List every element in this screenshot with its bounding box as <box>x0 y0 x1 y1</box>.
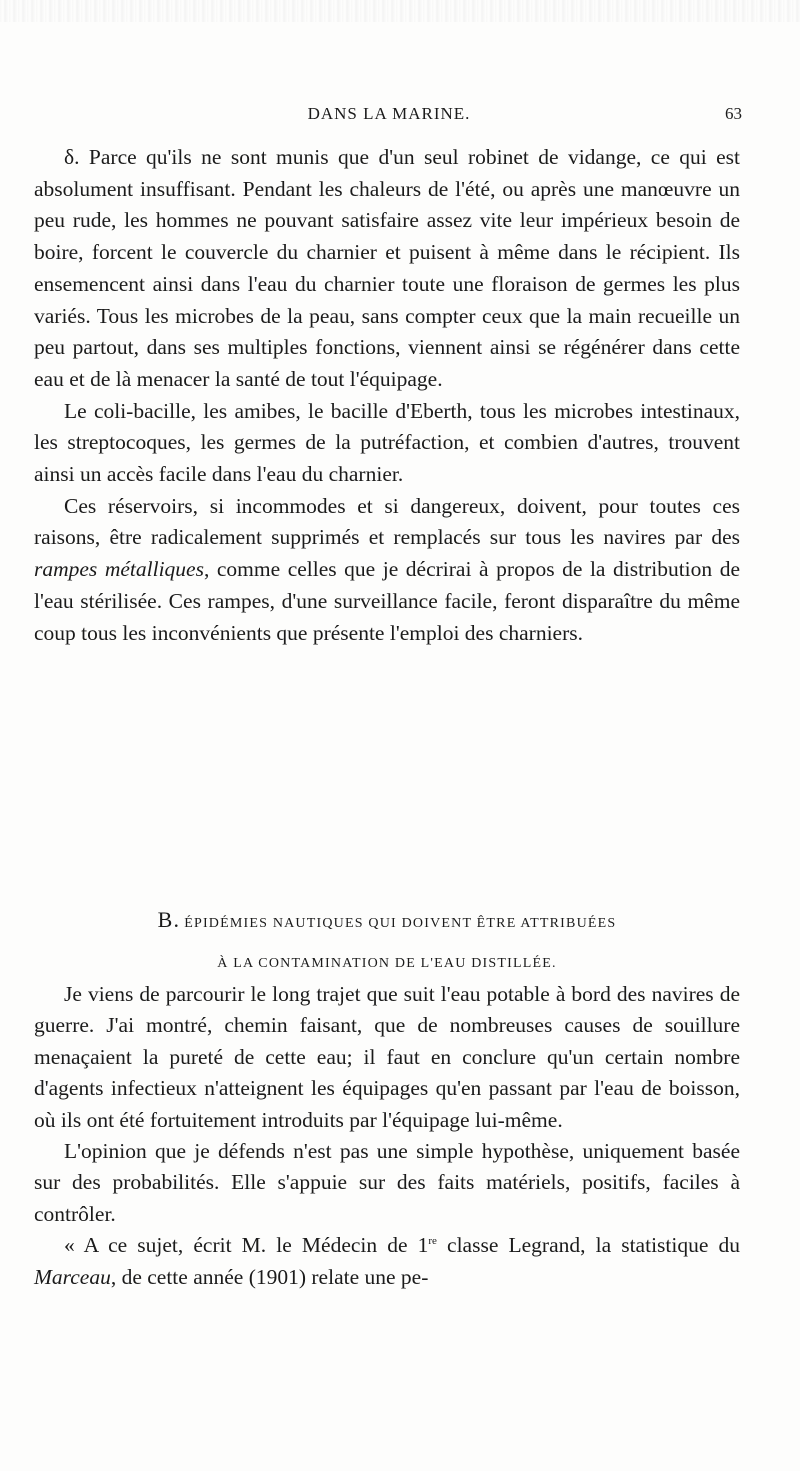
running-title: DANS LA MARINE. <box>307 104 471 123</box>
page-number: 63 <box>725 104 742 123</box>
paragraph-trajet: Je viens de parcourir le long trajet que suit l'eau potable à bord des navires de guerre. J'ai montré, chemin faisant, que de nombreuses causes de souillure menaçaient la pureté de cette eau; il faut en conclure qu'un certain nombre d'agents infectieux n'atteignent les équipages qu'en passant par l'eau de boisson, où ils ont été fortuitement introduits par l'équipage lui-même. <box>34 982 740 1132</box>
section-heading <box>34 900 740 984</box>
paragraph-reservoirs <box>34 491 740 650</box>
paragraph-microbes: Le coli-bacille, les amibes, le bacille d'Eberth, tous les microbes intestinaux, les streptocoques, les germes de la putréfaction, et combien d'autres, trouvent ainsi un accès facile dans l'eau du charnier. <box>34 398 740 487</box>
section-heading-line-1 <box>34 900 740 944</box>
section-heading-line-2: À LA CONTAMINATION DE L'EAU DISTILLÉE. <box>217 956 557 971</box>
section-letter: B. <box>157 907 181 932</box>
ordinal-superscript: re <box>428 1235 437 1248</box>
paragraph-text: Ces réservoirs, si incommodes et si dangereux, doivent, pour toutes ces raisons, être radicalement supprimés et remplacés sur tous les navires par des <box>34 493 740 550</box>
paragraph-opinion: L'opinion que je défends n'est pas une simple hypothèse, uniquement basée sur des probabilités. Elle s'appuie sur des faits matériels, positifs, faciles à contrôler. <box>34 1139 740 1226</box>
italic-term: rampes métalliques <box>34 557 204 582</box>
top-body-text <box>34 142 740 649</box>
paragraph-text: « A ce sujet, écrit M. le Médecin de 1 <box>64 1233 429 1258</box>
running-header <box>36 104 742 130</box>
paragraph-text: classe Legrand, la statistique du <box>436 1233 741 1258</box>
paragraph-marker: δ. <box>64 145 80 169</box>
paragraph-text: , comme celles que je décrirai à propos de la distribution de l'eau stérilisée. Ces rampes, d'une surveillance facile, feront disparaître du même coup tous les inconvénients que présente l'emploi des charniers. <box>34 557 740 645</box>
ship-name: Marceau <box>34 1264 111 1289</box>
paragraph-text: , de cette année (1901) relate une pe- <box>110 1264 429 1289</box>
scan-edge-noise <box>0 0 800 22</box>
paragraph-text: Parce qu'ils ne sont munis que d'un seul robinet de vidange, ce qui est absolument insuffisant. Pendant les chaleurs de l'été, ou après une manœuvre un peu rude, les hommes ne pouvant satisfaire assez vite leur impérieux besoin de boire, forcent le couvercle du charnier et puisent à même dans le récipient. Ils ensemencent ainsi dans l'eau du charnier toute une floraison de germes les plus variés. Tous les microbes de la peau, sans compter ceux que la main recueille un peu partout, dans ses multiples fonctions, viennent ainsi se régénérer dans cette eau et de là menacer la santé de tout l'équipage. <box>34 145 741 391</box>
paragraph-delta <box>34 142 740 396</box>
bottom-body-text <box>34 979 740 1293</box>
paragraph-quote <box>34 1230 740 1293</box>
section-title-part-1: ÉPIDÉMIES NAUTIQUES QUI DOIVENT ÊTRE ATTRIBUÉES <box>184 916 617 931</box>
